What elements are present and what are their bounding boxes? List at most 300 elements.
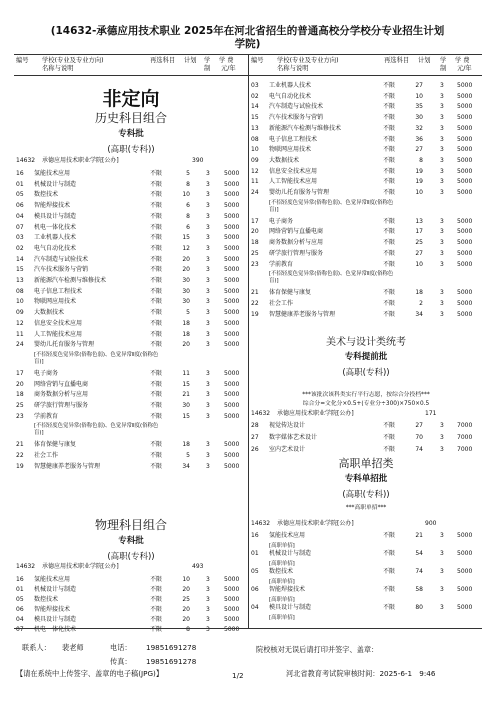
- plan-count: 30: [182, 287, 190, 295]
- header-years-left: 学: [204, 57, 211, 64]
- subject-requirement: 不限: [150, 277, 163, 284]
- tuition-fee: 5000: [457, 114, 473, 122]
- plan-count: 15: [182, 234, 190, 242]
- study-years: 3: [440, 167, 444, 175]
- study-years: 3: [440, 82, 444, 89]
- subject-requirement: 不限: [383, 92, 396, 100]
- header-years2-left: 制: [204, 65, 211, 72]
- tuition-fee: 5000: [224, 287, 240, 295]
- major-row: [16, 245, 246, 254]
- major-row: [16, 234, 246, 243]
- subject-requirement: 不限: [383, 310, 396, 318]
- plan-count: 27: [415, 249, 423, 257]
- tuition-fee: 5000: [224, 266, 240, 274]
- major-code: 04: [16, 212, 24, 220]
- major-code: 27: [251, 434, 259, 441]
- tuition-fee: 7000: [457, 446, 473, 453]
- plan-count: 8: [419, 156, 423, 164]
- group-physics: 物理科目组合: [94, 518, 167, 532]
- tuition-fee: 5000: [457, 249, 473, 257]
- major-row: [251, 532, 481, 541]
- study-years: 3: [206, 391, 210, 399]
- major-row: [16, 191, 246, 200]
- major-row: [16, 266, 246, 275]
- major-row: [16, 288, 246, 297]
- major-name: 机电一体化技术: [34, 626, 77, 633]
- subject-requirement: 不限: [150, 441, 163, 449]
- major-code: 19: [251, 310, 259, 318]
- header-code-right: 编号: [251, 57, 264, 64]
- major-name: 婴幼儿托育服务与管理: [34, 341, 95, 349]
- plan-count: 10: [182, 191, 190, 199]
- subject-requirement: 不限: [150, 330, 163, 338]
- column-divider: [248, 54, 249, 628]
- study-years: 3: [206, 266, 210, 274]
- study-years: 3: [440, 289, 444, 297]
- study-years: 3: [440, 434, 444, 441]
- verify-instruction: 院校核对无误后请打印并签字、盖章：: [256, 645, 379, 654]
- major-code: 24: [251, 189, 259, 196]
- study-years: 3: [206, 380, 210, 388]
- subject-requirement: 不限: [383, 434, 396, 441]
- major-row: [251, 146, 481, 155]
- major-name: 学前教育: [269, 260, 294, 268]
- study-years: 3: [440, 103, 444, 111]
- batch-specialist-history: 专科批: [118, 129, 144, 139]
- school-row-single: [251, 520, 481, 529]
- header-fee2-right: 元/年: [457, 65, 472, 72]
- group-single: 高职单招类: [338, 457, 394, 470]
- major-row: [16, 309, 246, 318]
- tuition-fee: 5000: [224, 341, 240, 349]
- tuition-fee: 5000: [457, 92, 473, 100]
- tuition-fee: 5000: [224, 309, 240, 317]
- page-title: [0, 25, 495, 51]
- title-line-1: (14632-承德应用技术职业 2025年在河北省招生的普通高校分学校分专业招生计划: [50, 25, 445, 37]
- major-name: 汽车制造与试验技术: [269, 103, 324, 111]
- group-art: 美术与设计类统考: [326, 337, 406, 348]
- major-code: 18: [16, 391, 24, 399]
- contact-label: 联系人：: [22, 643, 51, 652]
- tuition-fee: 5000: [457, 550, 473, 557]
- major-code: 16: [16, 576, 24, 583]
- major-name: 人工智能技术应用: [269, 178, 318, 186]
- major-row: [16, 224, 246, 233]
- major-code: 22: [16, 452, 24, 460]
- major-name: 汽车技术服务与营销: [269, 114, 324, 122]
- study-years: 3: [440, 568, 444, 575]
- plan-count: 70: [415, 434, 423, 441]
- school-code: 14632: [16, 157, 36, 164]
- major-name: 模具设计与制造: [34, 212, 77, 220]
- tuition-fee: 5000: [457, 532, 473, 539]
- major-name: 电子信息工程技术: [269, 135, 318, 143]
- tuition-fee: 5000: [224, 234, 240, 242]
- header-major2-right: 名称与说明: [277, 65, 309, 72]
- study-years: 3: [206, 180, 210, 188]
- study-years: 3: [206, 341, 210, 349]
- major-name: 学前教育: [34, 412, 59, 420]
- audit-time: 河北省教育考试院审核时间：2025-6-1 9:46: [286, 669, 436, 678]
- tuition-fee: 5000: [224, 180, 240, 188]
- major-name: 研学旅行管理与服务: [34, 402, 89, 409]
- study-years: 3: [440, 299, 444, 307]
- plan-count: 5: [186, 170, 190, 177]
- plan-count: 10: [182, 576, 190, 583]
- single-tag: [高职单招]: [269, 597, 295, 603]
- subject-requirement: 不限: [383, 249, 396, 257]
- header-major2-left: 名称与说明: [42, 65, 74, 72]
- subject-requirement: 不限: [150, 341, 163, 349]
- school-name: 承德应用技术职业学院[公办]: [277, 410, 354, 417]
- group-history: 历史科目组合: [94, 111, 167, 125]
- school-plan: 900: [425, 520, 437, 527]
- school-code: 14632: [251, 520, 271, 527]
- tuition-fee: 5000: [224, 255, 240, 263]
- tuition-fee: 5000: [457, 189, 473, 196]
- major-name: 室内艺术设计: [269, 446, 306, 453]
- subject-requirement: 不限: [383, 114, 396, 122]
- plan-count: 18: [182, 441, 190, 449]
- major-row: [251, 289, 481, 298]
- plan-count: 36: [415, 135, 423, 143]
- major-code: 13: [16, 277, 24, 284]
- subject-requirement: 不限: [150, 170, 163, 177]
- study-years: 3: [440, 146, 444, 154]
- major-row: [251, 82, 481, 91]
- major-code: 12: [251, 167, 259, 175]
- plan-count: 10: [415, 260, 423, 268]
- major-row: [251, 93, 481, 102]
- major-name: 机电一体化技术: [34, 223, 77, 231]
- major-name: 研学旅行管理与服务: [269, 249, 324, 257]
- major-row: [16, 202, 246, 211]
- school-name: 承德应用技术职业学院[公办]: [42, 157, 119, 164]
- subject-requirement: 不限: [150, 234, 163, 242]
- major-name: 数字媒体艺术设计: [269, 434, 318, 441]
- study-years: 3: [440, 586, 444, 593]
- major-code: 21: [251, 289, 259, 297]
- major-code: 03: [16, 234, 24, 242]
- tuition-fee: 5000: [224, 212, 240, 220]
- major-row: [16, 170, 246, 179]
- level-single: (高职(专科)): [342, 490, 390, 500]
- major-name: 婴幼儿托育服务与管理: [269, 189, 330, 196]
- tuition-fee: 5000: [224, 576, 240, 583]
- subject-requirement: 不限: [383, 124, 396, 132]
- major-code: 05: [16, 596, 24, 603]
- tuition-fee: 5000: [224, 191, 240, 199]
- tuition-fee: 5000: [224, 402, 240, 409]
- tuition-fee: 5000: [457, 299, 473, 307]
- tuition-fee: 5000: [224, 616, 240, 623]
- tuition-fee: 5000: [224, 202, 240, 210]
- major-code: 10: [251, 146, 259, 154]
- plan-count: 19: [415, 178, 423, 186]
- tuition-fee: 5000: [224, 330, 240, 338]
- header-years2-right: 制: [440, 65, 447, 72]
- section-heading-non-directional: 非定向: [102, 88, 160, 110]
- major-row: [16, 463, 246, 472]
- tuition-fee: 5000: [224, 319, 240, 327]
- tuition-fee: 5000: [224, 369, 240, 377]
- plan-count: 20: [182, 606, 190, 613]
- subject-requirement: 不限: [150, 586, 163, 593]
- header-plan-right: 计划: [418, 57, 431, 64]
- major-row: [251, 300, 481, 309]
- tuition-fee: 5000: [457, 260, 473, 268]
- header-fee2-left: 元/年: [221, 65, 236, 72]
- major-code: 12: [16, 319, 24, 327]
- batch-art: 专科提前批: [344, 352, 388, 362]
- major-row: [16, 441, 246, 450]
- fax-value: 19851691278: [146, 657, 197, 666]
- plan-count: 20: [182, 341, 190, 349]
- subject-requirement: 不限: [383, 532, 396, 539]
- study-years: 3: [440, 239, 444, 247]
- study-years: 3: [440, 114, 444, 122]
- major-name: 模具设计与制造: [34, 616, 77, 623]
- major-name: 电气自动化技术: [269, 92, 312, 100]
- major-code: 11: [251, 178, 259, 186]
- major-code: 04: [16, 616, 24, 623]
- major-code: 22: [251, 299, 259, 307]
- tuition-fee: 5000: [457, 604, 473, 611]
- major-row: [251, 218, 481, 227]
- major-code: 06: [16, 202, 24, 210]
- major-code: 14: [251, 103, 259, 111]
- major-name: 电气自动化技术: [34, 244, 77, 252]
- color-vision-note: [不招轻度色觉异常(俗称色弱)、色觉异常Ⅱ度(俗称色盲)]: [34, 351, 159, 365]
- plan-count: 25: [415, 239, 423, 247]
- tuition-fee: 5000: [224, 596, 240, 603]
- single-tag: [高职单招]: [269, 543, 295, 549]
- plan-count: 20: [182, 255, 190, 263]
- major-row: [251, 189, 481, 198]
- study-years: 3: [206, 212, 210, 220]
- header-subject-right: 再选科目: [384, 57, 410, 64]
- tuition-fee: 5000: [224, 391, 240, 399]
- study-years: 3: [206, 170, 210, 177]
- subject-requirement: 不限: [383, 228, 396, 236]
- subject-requirement: 不限: [150, 191, 163, 199]
- tuition-fee: 5000: [457, 103, 473, 111]
- subject-requirement: 不限: [150, 212, 163, 220]
- major-code: 24: [16, 341, 24, 349]
- plan-count: 20: [182, 586, 190, 593]
- plan-count: 30: [182, 402, 190, 409]
- study-years: 3: [206, 202, 210, 210]
- plan-count: 8: [186, 212, 190, 220]
- subject-requirement: 不限: [150, 223, 163, 231]
- major-code: 07: [16, 223, 24, 231]
- plan-count: 6: [186, 202, 190, 210]
- plan-count: 21: [415, 532, 423, 539]
- major-name: 社会工作: [269, 299, 294, 307]
- subject-requirement: 不限: [150, 202, 163, 210]
- subject-requirement: 不限: [150, 369, 163, 377]
- header-fee-left: 学 费: [219, 57, 234, 64]
- tuition-fee: 5000: [457, 310, 473, 318]
- footer-top-rule: [14, 628, 482, 629]
- tuition-fee: 5000: [224, 462, 240, 470]
- major-name: 智能焊接技术: [34, 202, 71, 210]
- study-years: 3: [440, 532, 444, 539]
- major-name: 数控技术: [269, 568, 294, 575]
- major-name: 氢能技术应用: [269, 532, 306, 539]
- contact-name: 裴老师: [62, 643, 84, 652]
- major-row: [16, 391, 246, 400]
- plan-count: 17: [415, 228, 423, 236]
- header-years-right: 学: [440, 57, 447, 64]
- study-years: 3: [440, 135, 444, 143]
- tuition-fee: 5000: [224, 277, 240, 284]
- tuition-fee: 5000: [457, 135, 473, 143]
- subject-requirement: 不限: [150, 255, 163, 263]
- subject-requirement: 不限: [383, 422, 396, 429]
- plan-count: 18: [182, 319, 190, 327]
- phone-label: 电话：: [110, 643, 132, 652]
- major-name: 信息安全技术应用: [34, 319, 83, 327]
- major-code: 05: [251, 568, 259, 575]
- subject-requirement: 不限: [383, 568, 396, 575]
- plan-count: 19: [415, 167, 423, 175]
- subject-requirement: 不限: [150, 309, 163, 317]
- major-row: [251, 261, 481, 270]
- major-name: 机械设计与制造: [269, 550, 312, 557]
- subject-requirement: 不限: [150, 180, 163, 188]
- study-years: 3: [440, 124, 444, 132]
- major-row: [251, 250, 481, 259]
- major-code: 04: [251, 604, 259, 611]
- color-vision-note: [不招轻度色觉异常(俗称色弱)、色觉异常Ⅱ度(俗称色盲)]: [269, 199, 394, 213]
- major-row: [16, 370, 246, 379]
- major-code: 25: [16, 402, 24, 409]
- major-name: 智能焊接技术: [34, 606, 71, 613]
- tuition-fee: 5000: [224, 223, 240, 231]
- major-row: [251, 178, 481, 187]
- subject-requirement: 不限: [383, 156, 396, 164]
- major-code: 13: [251, 124, 259, 132]
- school-code: 14632: [251, 410, 271, 417]
- major-row: [251, 136, 481, 145]
- major-name: 大数据技术: [269, 156, 300, 164]
- page-number: 1/2: [232, 671, 244, 680]
- major-code: 14: [16, 255, 24, 263]
- subject-requirement: 不限: [150, 576, 163, 583]
- header-major-left: 学校(专业及专业方向): [42, 57, 104, 64]
- study-years: 3: [440, 446, 444, 453]
- tuition-fee: 5000: [457, 217, 473, 225]
- major-name: 氢能技术应用: [34, 170, 71, 177]
- plan-count: 54: [415, 550, 423, 557]
- batch-specialist-physics: 专科批: [118, 536, 144, 546]
- plan-count: 30: [415, 114, 423, 122]
- major-code: 19: [16, 462, 24, 470]
- study-years: 3: [206, 277, 210, 284]
- plan-count: 5: [186, 309, 190, 317]
- study-years: 3: [206, 596, 210, 603]
- major-name: 大数据技术: [34, 309, 65, 317]
- tuition-fee: 5000: [457, 586, 473, 593]
- major-code: 17: [251, 217, 259, 225]
- subject-requirement: 不限: [150, 380, 163, 388]
- title-line-2: 学院): [234, 38, 261, 50]
- major-name: 机械设计与制造: [34, 586, 77, 593]
- header-fee-right: 学 费: [455, 57, 470, 64]
- plan-count: 10: [415, 92, 423, 100]
- major-name: 电子商务: [269, 217, 294, 225]
- plan-count: 12: [182, 244, 190, 252]
- study-years: 3: [206, 606, 210, 613]
- tuition-fee: 5000: [224, 441, 240, 449]
- tuition-fee: 5000: [457, 156, 473, 164]
- level-physics: (高职(专科)): [107, 552, 155, 562]
- subject-requirement: 不限: [383, 550, 396, 557]
- tuition-fee: 7000: [457, 434, 473, 441]
- subject-requirement: 不限: [150, 616, 163, 623]
- study-years: 3: [440, 550, 444, 557]
- art-note-2: 综合分=文化分×0.5+(专业分÷300)×750×0.5: [302, 401, 430, 407]
- subject-requirement: 不限: [383, 446, 396, 453]
- plan-count: 34: [415, 310, 423, 318]
- school-row-physics: [16, 563, 246, 572]
- subject-requirement: 不限: [150, 402, 163, 409]
- major-code: 23: [251, 260, 259, 268]
- major-code: 01: [251, 550, 259, 557]
- major-row: [251, 114, 481, 123]
- major-code: 20: [16, 380, 24, 388]
- tuition-fee: 5000: [457, 228, 473, 236]
- subject-requirement: 不限: [383, 239, 396, 247]
- major-name: 商务数据分析与应用: [269, 239, 324, 247]
- tuition-fee: 5000: [224, 170, 240, 177]
- major-name: 社会工作: [34, 452, 59, 460]
- study-years: 3: [440, 156, 444, 164]
- header-subject-left: 再选科目: [150, 57, 176, 64]
- plan-count: 20: [182, 616, 190, 623]
- major-code: 18: [251, 239, 259, 247]
- major-name: 人工智能技术应用: [34, 330, 83, 338]
- school-name: 承德应用技术职业学院[公办]: [277, 520, 354, 527]
- subject-requirement: 不限: [383, 217, 396, 225]
- subject-requirement: 不限: [383, 178, 396, 186]
- major-code: 17: [16, 369, 24, 377]
- subject-requirement: 不限: [150, 266, 163, 274]
- study-years: 3: [440, 310, 444, 318]
- batch-single: 专科单招批: [344, 474, 388, 484]
- major-row: [16, 402, 246, 411]
- tuition-fee: 5000: [457, 167, 473, 175]
- study-years: 3: [440, 604, 444, 611]
- subject-requirement: 不限: [150, 462, 163, 470]
- major-row: [251, 168, 481, 177]
- subject-requirement: 不限: [383, 604, 396, 611]
- tuition-fee: 5000: [457, 178, 473, 186]
- major-name: 数控技术: [34, 191, 59, 199]
- major-code: 11: [16, 330, 24, 338]
- plan-count: 18: [415, 289, 423, 297]
- plan-count: 27: [415, 82, 423, 89]
- major-code: 02: [16, 244, 24, 252]
- major-row: [251, 446, 481, 455]
- major-name: 汽车制造与试验技术: [34, 255, 89, 263]
- subject-requirement: 不限: [383, 82, 396, 89]
- major-name: 电子商务: [34, 369, 59, 377]
- major-name: 工业机器人技术: [269, 82, 312, 89]
- major-row: [251, 157, 481, 166]
- tuition-fee: 5000: [457, 146, 473, 154]
